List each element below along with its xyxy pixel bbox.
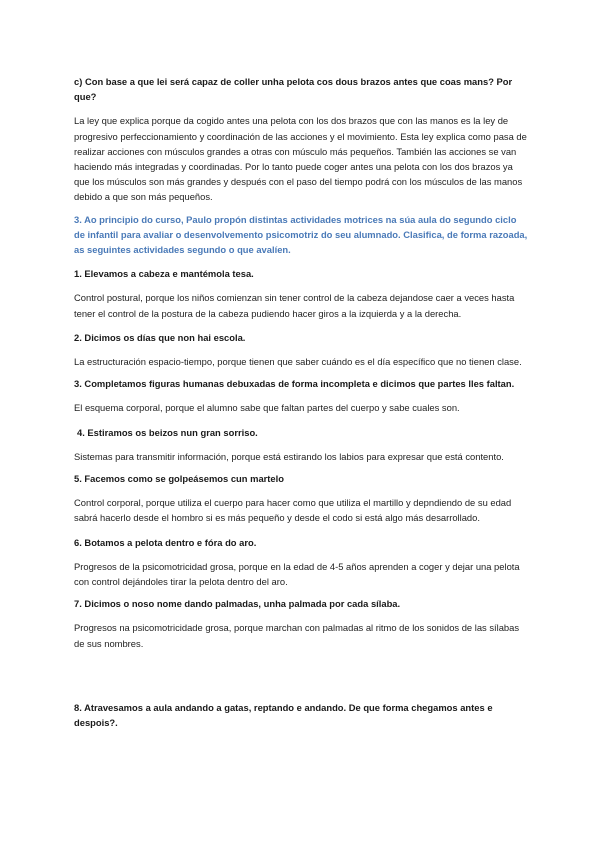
item-1-answer: Control postural, porque los niños comienzan sin tener control de la cabeza dejandose caer a veces hasta tener el control de la postura de la cabeza pudiendo hacer giros a la izquierda y a la derecha.	[74, 292, 515, 319]
question-3-heading: 3. Ao principio do curso, Paulo propón distintas actividades motrices na súa aula do segundo ciclo de infantil para avaliar o desenvolvemento psicomotriz do seu alumnado. Clasifica, de forma razoada, as seguintes actividades segundo o que avalíen.	[74, 213, 528, 256]
item-2-answer: La estructuración espacio-tiempo, porque tienen que saber cuándo es el día específico que no tienen clase.	[74, 356, 522, 368]
item-7-answer: Progresos na psicomotricidade grosa, porque marchan con palmadas al ritmo de los sonidos de las sílabas de sus nombres.	[74, 622, 520, 649]
question-c: c) Con base a que lei será capaz de coller unha pelota cos dous brazos antes que coas mans? Por que?	[74, 76, 513, 103]
item-6-answer: Progresos de la psicomotricidad grosa, porque en la edad de 4-5 años aprenden a coger y dejar una pelota con control dejándoles tirar la pelota dentro del aro.	[74, 560, 520, 588]
item-4-answer: Sistemas para transmitir información, porque está estirando los labios para expresar que está contento.	[74, 450, 504, 462]
item-5-answer: Control corporal, porque utiliza el cuerpo para hacer como que utiliza el martillo y depndiendo de su edad sabrá hacerlo desde el hombro si es más pequeño y desde el codo si está algo más desarrollado.	[74, 497, 512, 524]
answer-c: La ley que explica porque da cogido antes una pelota con los dos brazos que con las manos es la ley de progresivo perfeccionamiento y coordinación de las acciones y el movimiento. Esta ley explica como pasa de realizar acciones con músculos grandes a otras con músculo más pequeños. También las acciones se van haciendo más integradas y coordinadas. Por lo tanto puede coger antes una pelota con los dos brazos ya que los músculos son más grandes y después con el paso del tiempo podrá con los músculos de las manos debido a que son más pequeños.	[74, 115, 527, 203]
item-4-question: 4. Estiramos os beizos nun gran sorriso.	[77, 426, 258, 438]
item-6-question: 6. Botamos a pelota dentro e fóra do aro.	[74, 536, 257, 548]
item-3-answer: El esquema corporal, porque el alumno sabe que faltan partes del cuerpo y sabe cuales son.	[74, 402, 460, 414]
item-7-question: 7. Dicimos o noso nome dando palmadas, unha palmada por cada sílaba.	[74, 598, 401, 610]
question-8: 8. Atravesamos a aula andando a gatas, reptando e andando. De que forma chegamos antes e despois?.	[74, 701, 493, 729]
document-body	[74, 74, 529, 730]
item-1-question: 1. Elevamos a cabeza e mantémola tesa.	[74, 268, 254, 280]
item-3-question: 3. Completamos figuras humanas debuxadas de forma incompleta e dicimos que partes lles faltan.	[74, 378, 515, 390]
item-5-question: 5. Facemos como se golpeásemos cun martelo	[74, 473, 284, 485]
item-2-question: 2. Dicimos os días que non hai escola.	[74, 331, 246, 343]
